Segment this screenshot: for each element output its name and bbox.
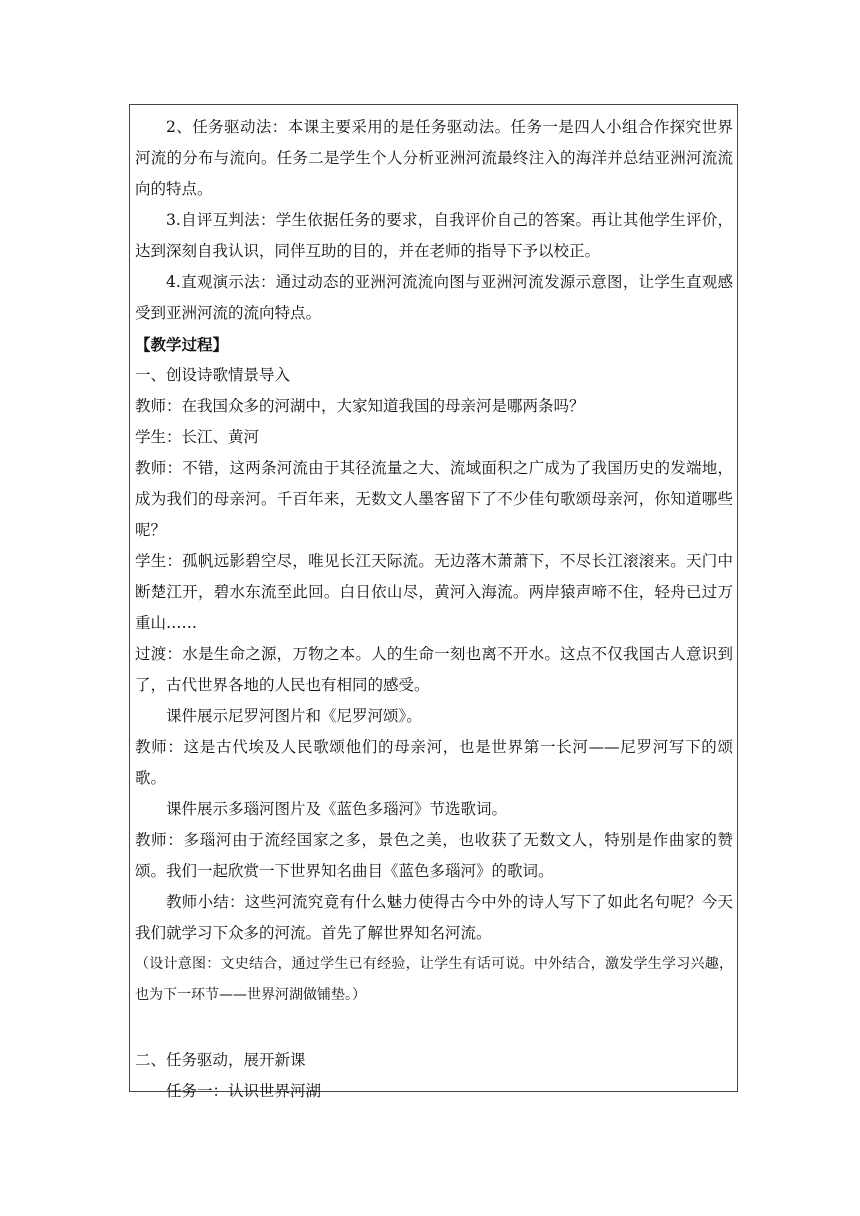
method-self-evaluation: 3.自评互判法：学生依据任务的要求，自我评价自己的答案。再让其他学生评价，达到深刻自我认识，同伴互助的目的，并在老师的指导下予以校正。 [135, 211, 733, 260]
dialogue-teacher-poems: 教师：不错，这两条河流由于其径流量之大、流域面积之广成为了我国历史的发端地，成为我们的母亲河。千百年来，无数文人墨客留下了不少佳句歌颂母亲河，你知道哪些呢？ [135, 459, 733, 539]
method-task-driven: 2、任务驱动法：本课主要采用的是任务驱动法。任务一是四人小组合作探究世界河流的分布与流向。任务二是学生个人分析亚洲河流最终注入的海洋并总结亚洲河流流向的特点。 [135, 118, 733, 198]
dialogue-student-answer: 学生：长江、黄河 [135, 428, 260, 446]
section-2-title: 二、任务驱动，展开新课 [135, 1051, 306, 1069]
teacher-nile: 教师：这是古代埃及人民歌颂他们的母亲河，也是世界第一长河——尼罗河写下的颂歌。 [135, 738, 733, 787]
teacher-summary: 教师小结：这些河流究竟有什么魅力使得古今中外的诗人写下了如此名句呢？今天我们就学习下众多的河流。首先了解世界知名河流。 [135, 893, 733, 942]
teaching-process-heading: 【教学过程】 [135, 335, 229, 354]
task-1-title: 任务一：认识世界河湖 [166, 1082, 322, 1100]
teacher-danube: 教师：多瑙河由于流经国家之多，景色之美，也收获了无数文人，特别是作曲家的赞颂。我们一起欣赏一下世界知名曲目《蓝色多瑙河》的歌词。 [135, 831, 733, 880]
design-intent: （设计意图：文史结合，通过学生已有经验，让学生有话可说。中外结合，激发学生学习兴趣，也为下一环节——世界河湖做铺垫。） [135, 956, 733, 1003]
slide-nile: 课件展示尼罗河图片和《尼罗河颂》。 [166, 707, 422, 725]
lesson-plan-content [135, 112, 733, 1107]
spacer [135, 1011, 733, 1045]
method-demonstration: 4.直观演示法：通过动态的亚洲河流流向图与亚洲河流发源示意图，让学生直观感受到亚洲河流的流向特点。 [135, 273, 733, 322]
slide-danube: 课件展示多瑙河图片及《蓝色多瑙河》节选歌词。 [166, 800, 508, 818]
section-1-title: 一、创设诗歌情景导入 [135, 366, 291, 384]
dialogue-student-poems: 学生：孤帆远影碧空尽，唯见长江天际流。无边落木萧萧下，不尽长江滚滚来。天门中断楚江开，碧水东流至此回。白日依山尽，黄河入海流。两岸猿声啼不住，轻舟已过万重山…… [135, 552, 733, 632]
dialogue-teacher-question: 教师：在我国众多的河湖中，大家知道我国的母亲河是哪两条吗？ [135, 397, 585, 415]
transition-paragraph: 过渡：水是生命之源，万物之本。人的生命一刻也离不开水。这点不仅我国古人意识到了，古代世界各地的人民也有相同的感受。 [135, 645, 733, 694]
